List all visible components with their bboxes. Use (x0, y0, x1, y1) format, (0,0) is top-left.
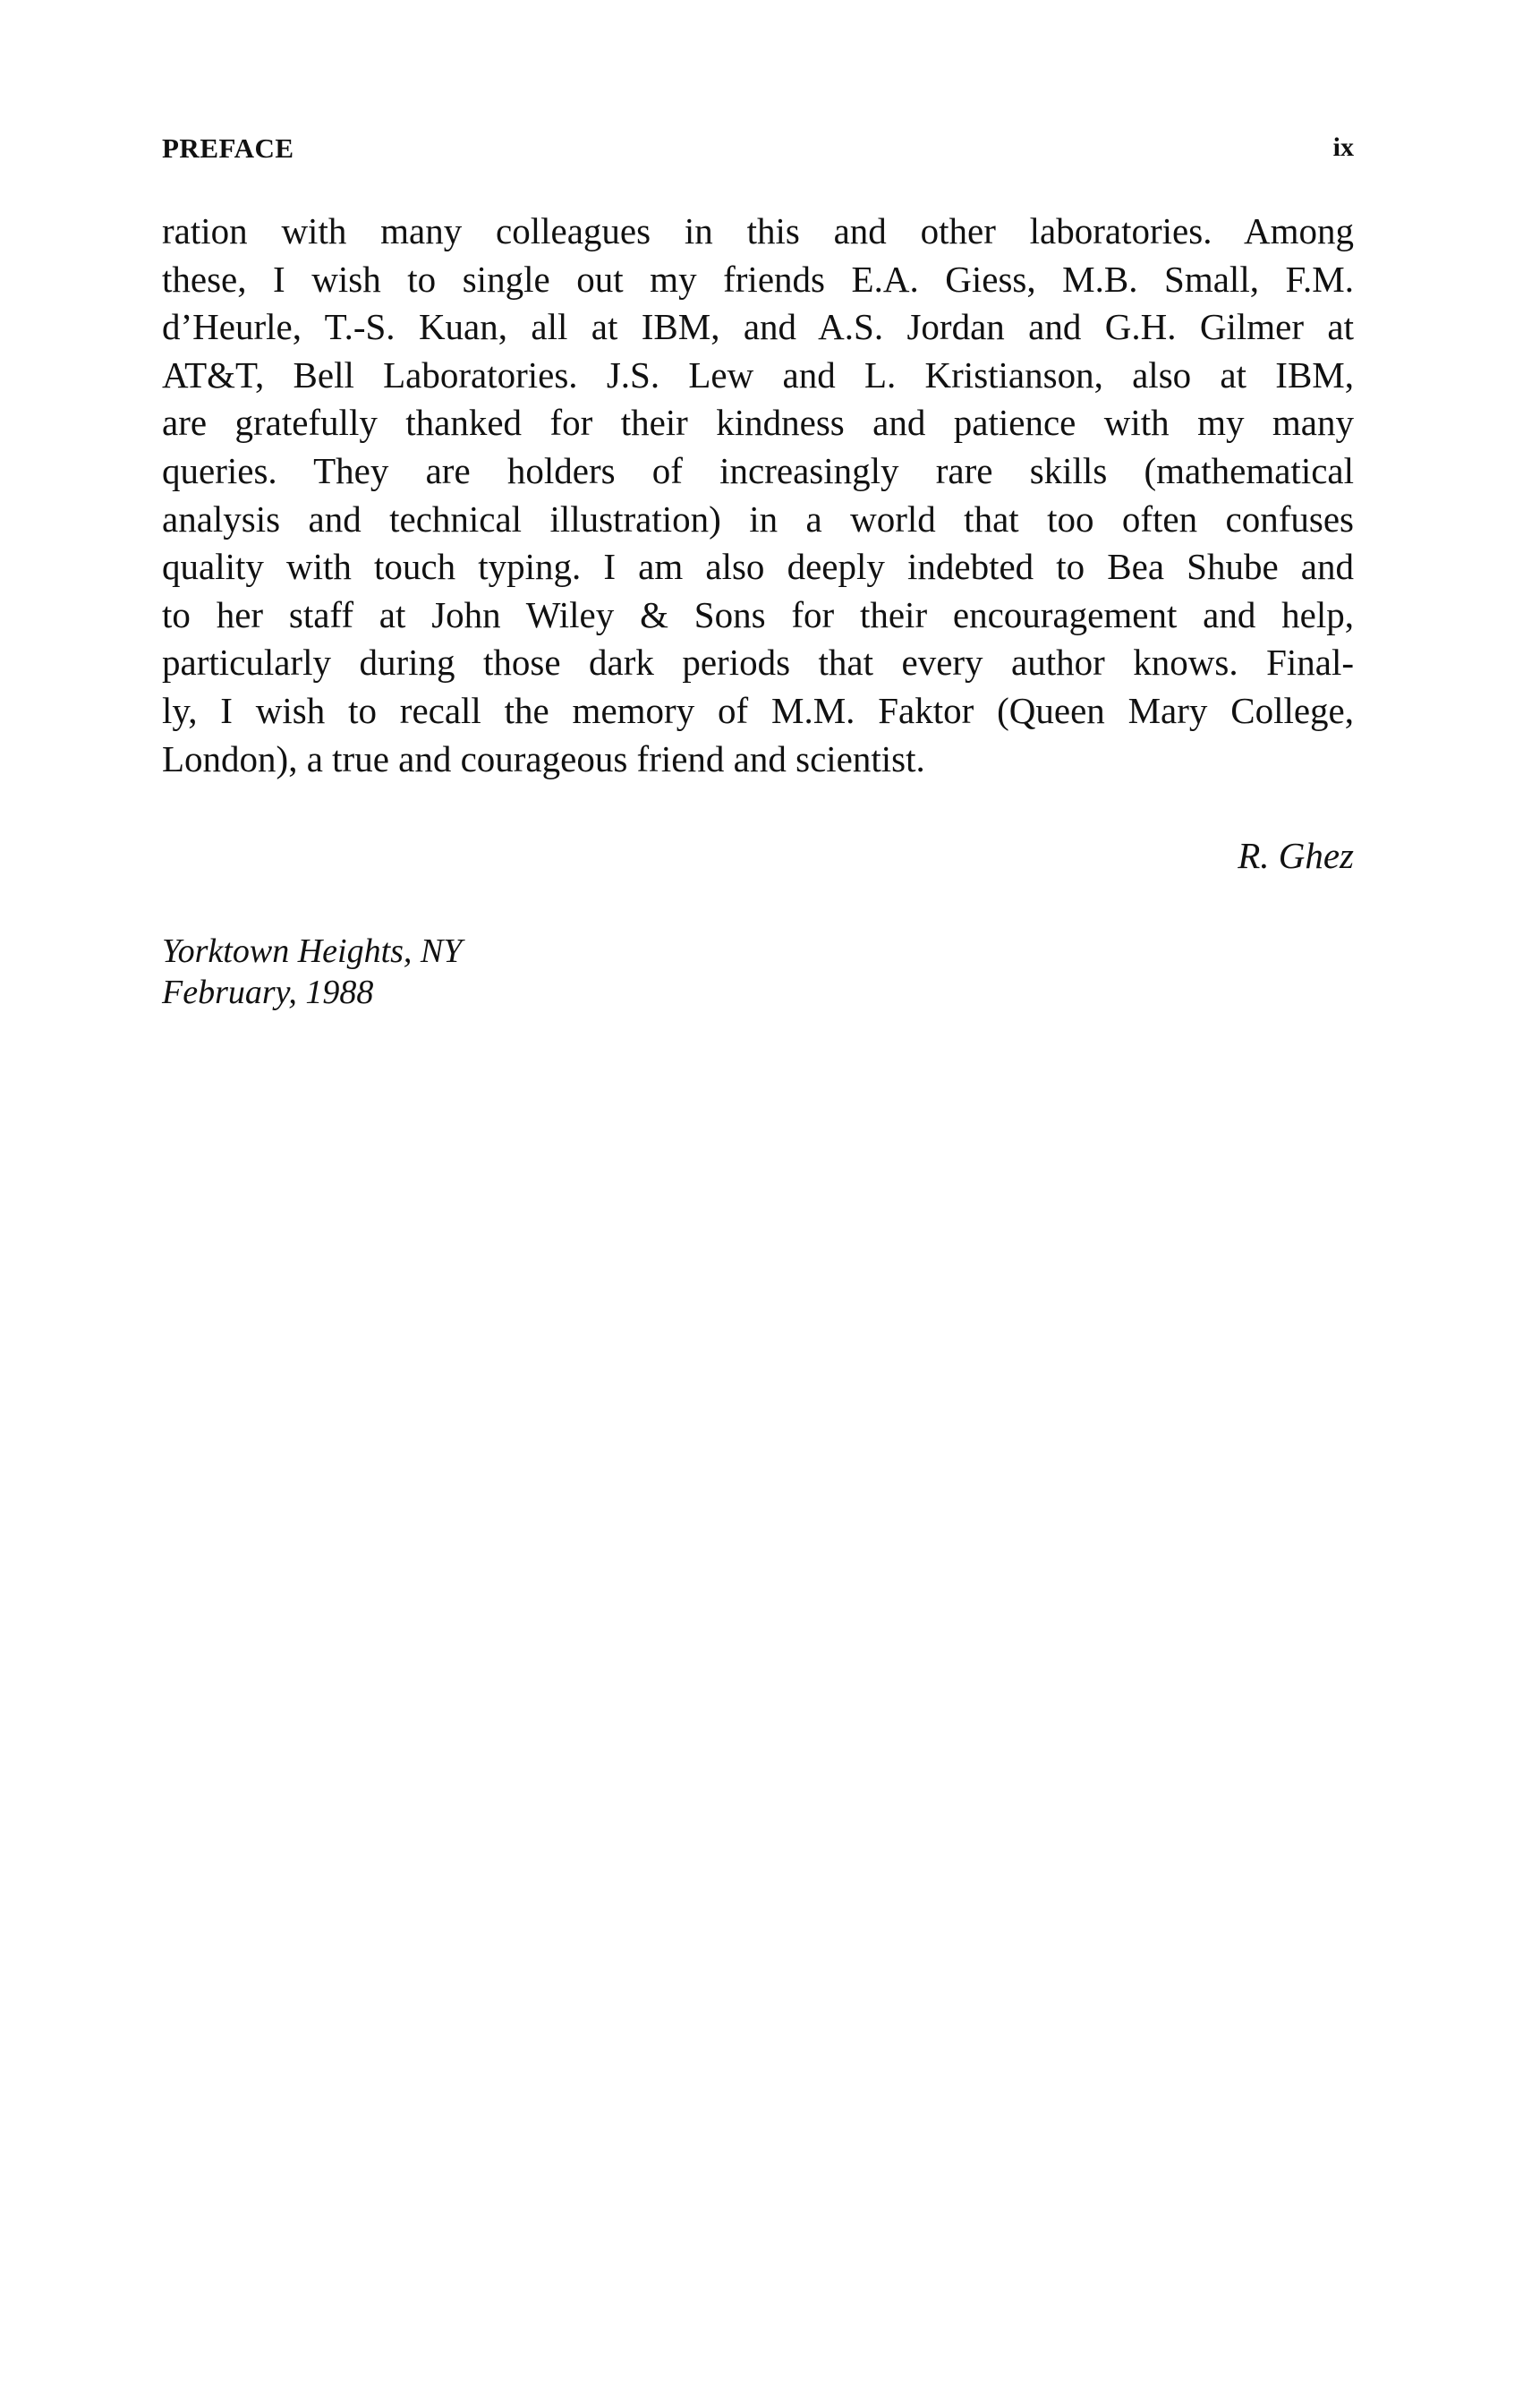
page-number: ix (1332, 132, 1354, 162)
paragraph-line: London), a true and courageous friend and scientist. (162, 737, 925, 779)
author-signature: R. Ghez (1238, 835, 1354, 876)
paragraph-line: quality with touch typing. I am also deeply indebted to Bea Shube and (162, 546, 1354, 588)
preface-paragraph (162, 208, 1354, 783)
paragraph-line: analysis and technical illustration) in a world that too often confuses (162, 498, 1354, 540)
paragraph-line: d’Heurle, T.-S. Kuan, all at IBM, and A.S. Jordan and G.H. Gilmer at (162, 306, 1354, 348)
paragraph-line: ly, I wish to recall the memory of M.M. Faktor (Queen Mary College, (162, 689, 1354, 731)
date-line: February, 1988 (162, 974, 374, 1011)
running-head: PREFACE (162, 132, 294, 164)
page-header (162, 132, 1354, 177)
paragraph-line: to her staff at John Wiley & Sons for their encouragement and help, (162, 593, 1354, 635)
paragraph-line: these, I wish to single out my friends E.A. Giess, M.B. Small, F.M. (162, 258, 1354, 300)
paragraph-line: AT&T, Bell Laboratories. J.S. Lew and L. Kristianson, also at IBM, (162, 353, 1354, 396)
paragraph-line: ration with many colleagues in this and other laboratories. Among (162, 210, 1354, 251)
paragraph-line: particularly during those dark periods that every author knows. Final- (162, 642, 1354, 684)
paragraph-line: are gratefully thanked for their kindness and patience with my many (162, 402, 1354, 444)
place-line: Yorktown Heights, NY (162, 932, 463, 970)
paragraph-line: queries. They are holders of increasingly rare skills (mathematical (162, 449, 1354, 491)
place-date-block (162, 931, 462, 1013)
